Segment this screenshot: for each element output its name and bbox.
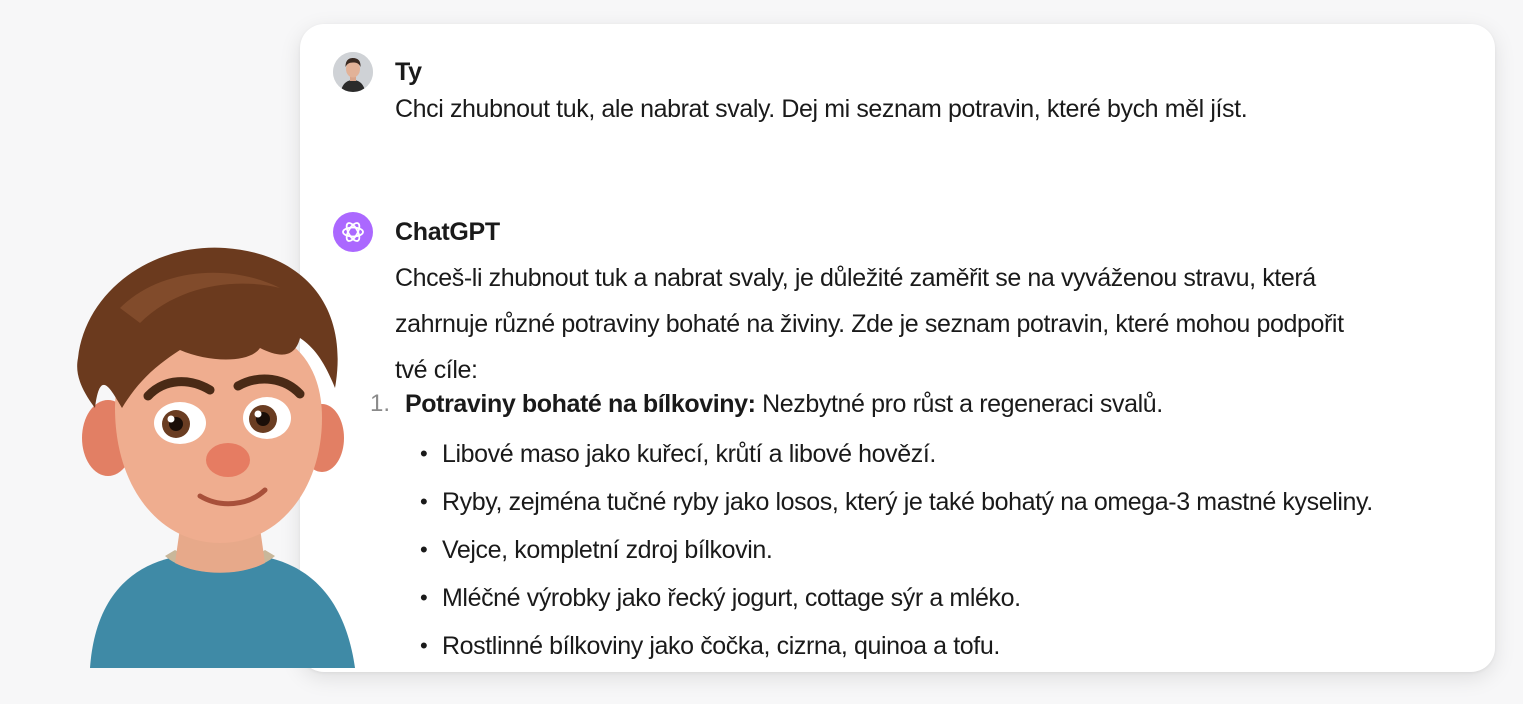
list-item	[418, 626, 1373, 674]
user-message-header	[333, 52, 422, 92]
user-message-text: Chci zhubnout tuk, ale nabrat svaly. Dej mi seznam potravin, které bych měl jíst.	[395, 95, 1248, 123]
assistant-intro-paragraph	[395, 258, 1465, 390]
bullet-icon: •	[420, 585, 428, 610]
list-item	[418, 530, 1373, 578]
bullet-icon: •	[420, 633, 428, 658]
bullet-icon: •	[420, 489, 428, 514]
list-item-heading	[405, 390, 1163, 419]
bullet-icon: •	[420, 441, 428, 466]
assistant-sender-name: ChatGPT	[395, 217, 500, 246]
bullet-text: Rostlinné bílkoviny jako čočka, cizrna, quinoa a tofu.	[442, 632, 1000, 660]
list-item-description: Nezbytné pro růst a regeneraci svalů.	[755, 390, 1163, 418]
list-item-title: Potraviny bohaté na bílkoviny:	[405, 390, 756, 418]
list-item	[418, 482, 1373, 530]
intro-line: zahrnuje různé potraviny bohaté na živiny. Zde je seznam potravin, které mohou podpořit	[395, 310, 1344, 338]
intro-line: tvé cíle:	[395, 356, 478, 384]
bullet-text: Mléčné výrobky jako řecký jogurt, cottage sýr a mléko.	[442, 584, 1021, 612]
bullet-icon: •	[420, 537, 428, 562]
list-item	[418, 578, 1373, 626]
user-avatar	[333, 52, 373, 92]
bullet-text: Libové maso jako kuřecí, krůtí a libové hovězí.	[442, 440, 936, 468]
bullet-text: Ryby, zejména tučné ryby jako losos, který je také bohatý na omega-3 mastné kyseliny.	[442, 488, 1373, 516]
list-item	[418, 434, 1373, 482]
user-sender-name: Ty	[395, 57, 422, 86]
protein-food-list	[418, 434, 1373, 674]
bullet-text: Vejce, kompletní zdroj bílkovin.	[442, 536, 773, 564]
list-item-number: 1.	[370, 390, 391, 417]
intro-line: Chceš-li zhubnout tuk a nabrat svaly, je důležité zaměřit se na vyváženou stravu, která	[395, 264, 1316, 292]
cartoon-boy-illustration	[60, 238, 360, 668]
